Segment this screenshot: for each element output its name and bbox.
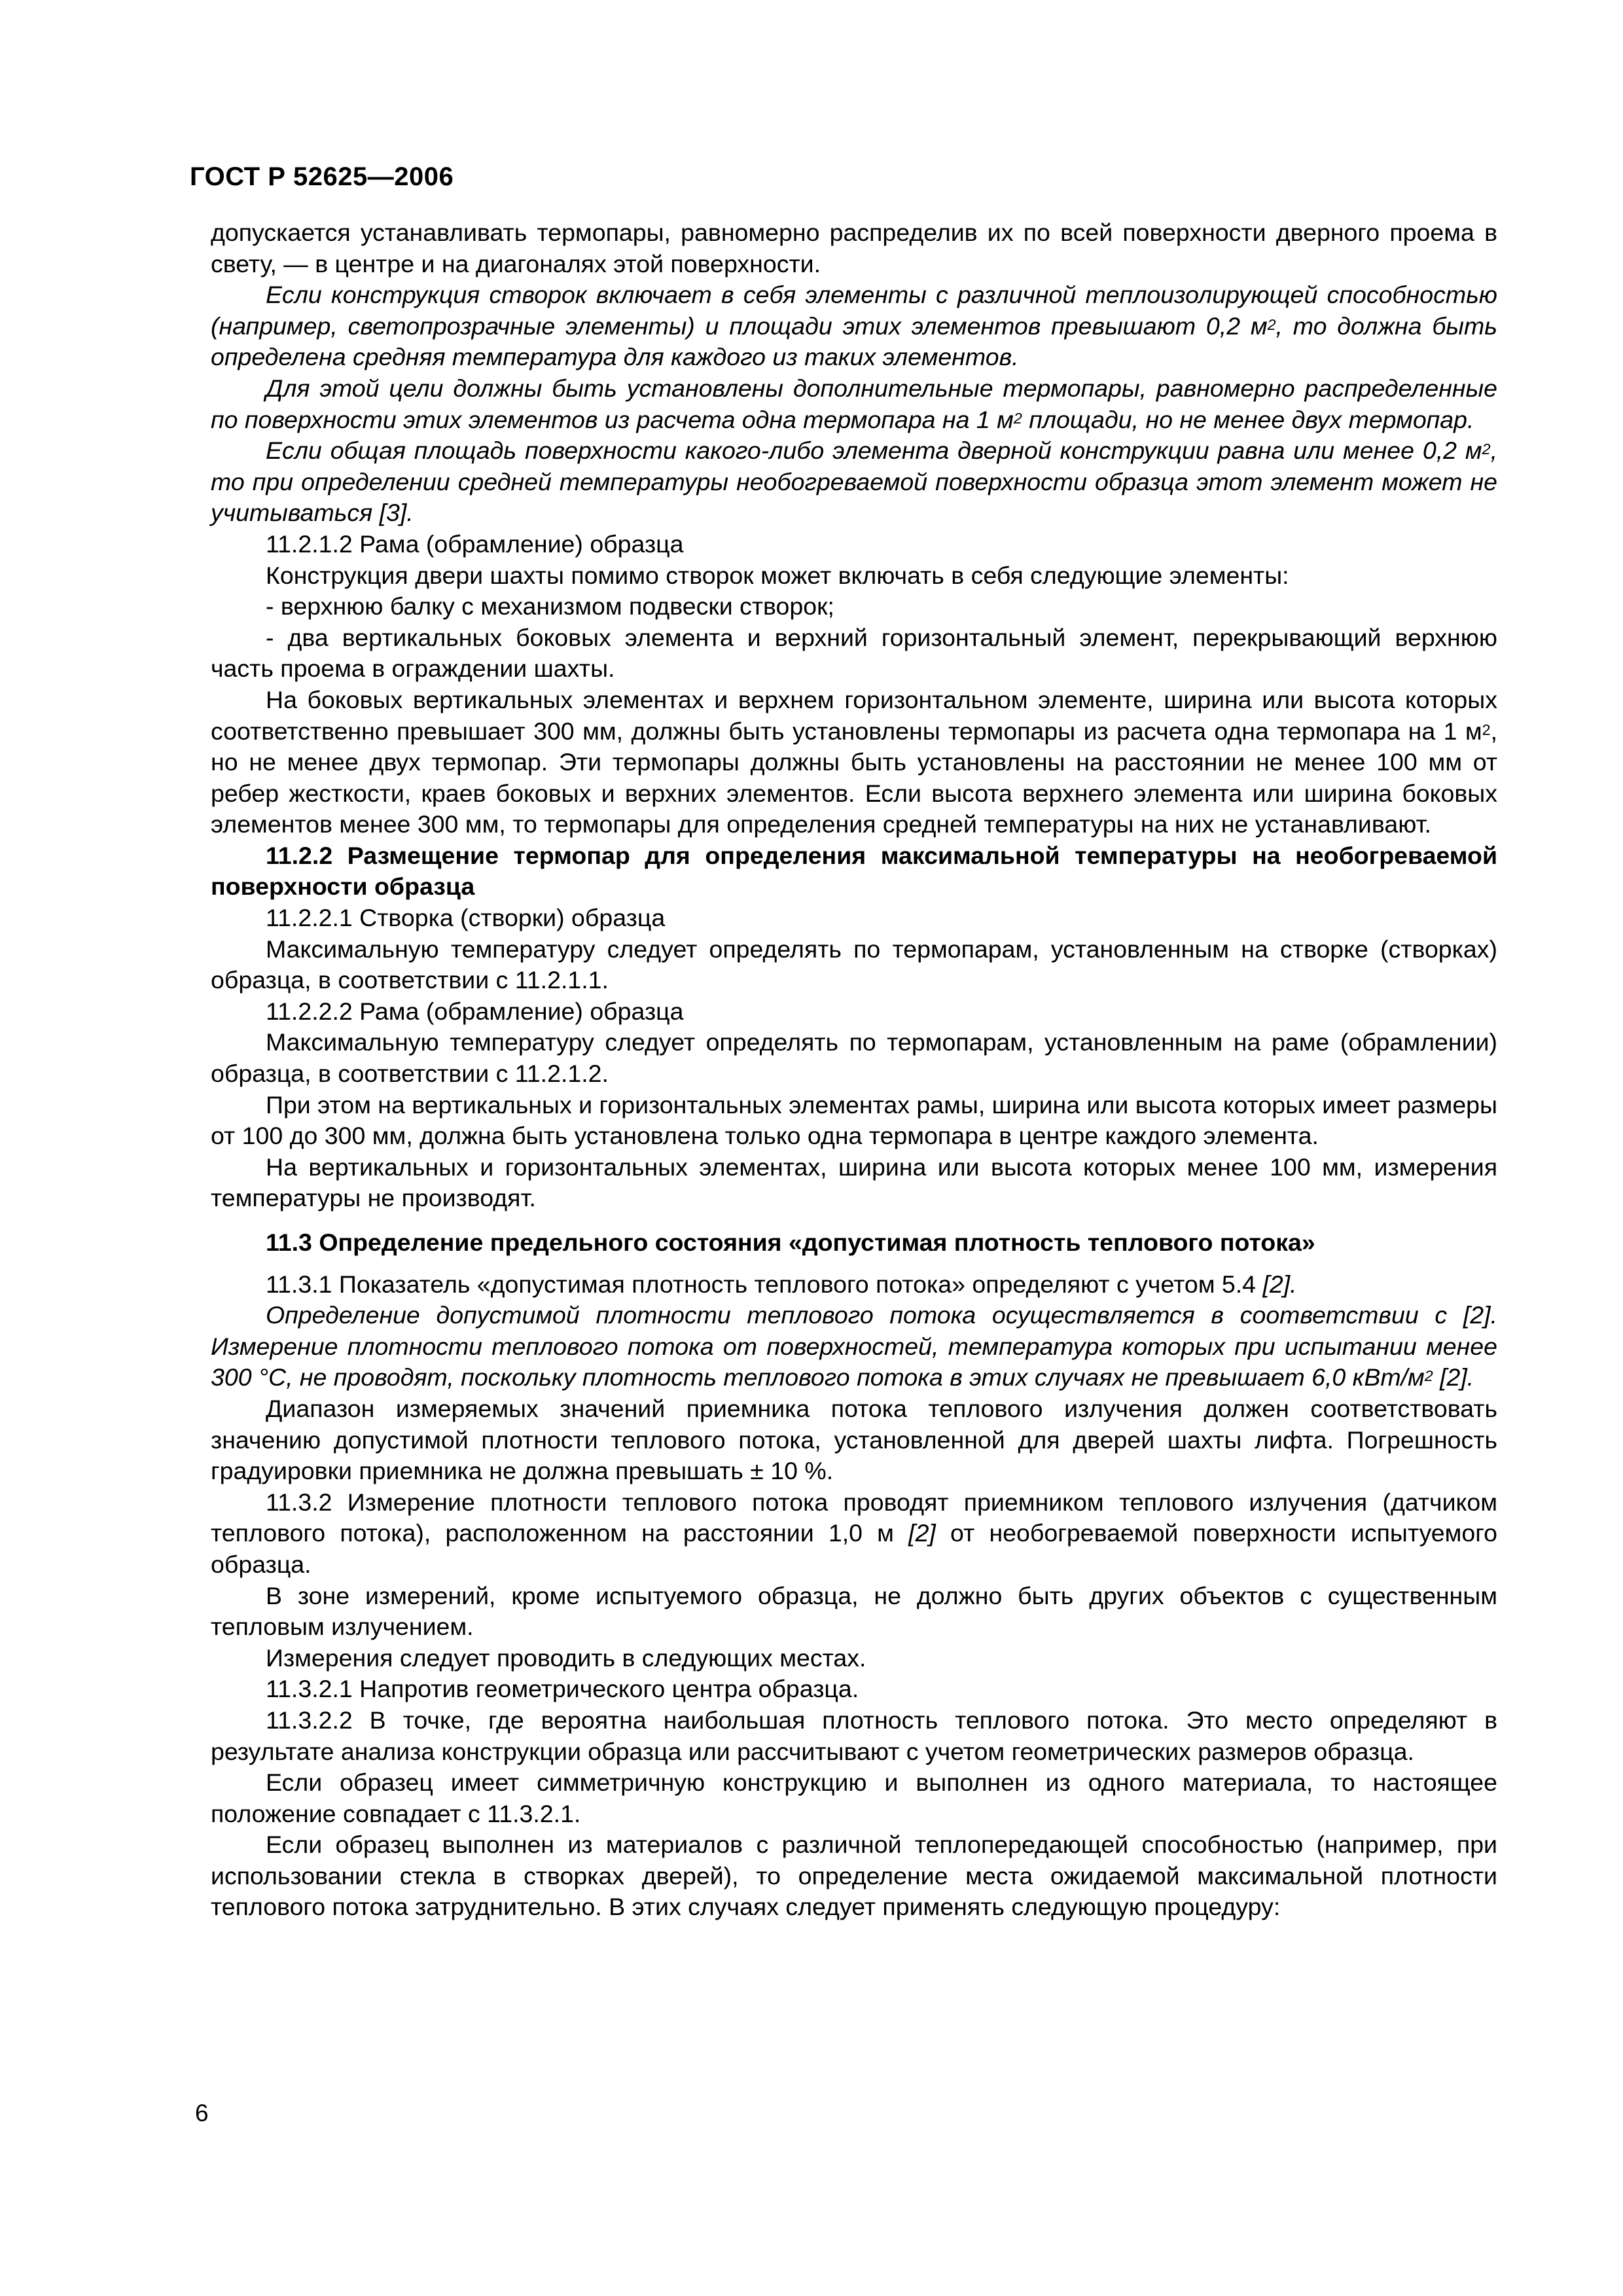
paragraph-text: На боковых вертикальных элементах и верхнем горизонтальном элементе, ширина или высота которых соответственно превышает 300 мм, должны быть установлены термопары из расчета одна термопара на 1 м (211, 685, 1497, 745)
paragraph (211, 1269, 1497, 1300)
paragraph: Максимальную температуру следует определять по термопарам, установленным на створке (створках) образца, в соответствии с 11.2.1.1. (211, 935, 1497, 994)
list-item: - верхнюю балку с механизмом подвески створок; (266, 592, 834, 620)
paragraph-text: площади, но не менее двух термопар. (1022, 405, 1474, 433)
paragraph: Максимальную температуру следует определять по термопарам, установленным на раме (обрамлении) образца, в соответствии с 11.2.1.2. (211, 1028, 1497, 1088)
paragraph: Измерения следует проводить в следующих местах. (266, 1643, 866, 1672)
reference: [2]. (1262, 1270, 1297, 1298)
clause-heading: 11.2.2.2 Рама (обрамление) образца (266, 997, 684, 1025)
paragraph-text: , но не менее двух термопар. Эти термопары должны быть установлены на расстоянии не менее 100 мм от ребер жесткости, краев боковых и верхних элементов. Если высота верхнего элемента или ширина боковых элементов менее 300 мм, то термопары для определения средней температуры на них не устанавливают. (211, 717, 1497, 838)
paragraph-text: Если конструкция створок включает в себя элементы с различной теплоизолирующей способностью (например, светопрозрачные элементы) и площади этих элементов превышают 0,2 м (211, 281, 1497, 340)
paragraph-text: 11.3.1 Показатель «допустимая плотность теплового потока» определяют с учетом 5.4 (266, 1270, 1263, 1298)
superscript: 2 (1482, 440, 1491, 458)
paragraph-text: [2]. (1433, 1363, 1474, 1391)
paragraph: На вертикальных и горизонтальных элементах, ширина или высота которых менее 100 мм, измерения температуры не производят. (211, 1153, 1497, 1212)
paragraph: Если образец имеет симметричную конструкцию и выполнен из одного материала, то настоящее положение совпадает с 11.3.2.1. (211, 1768, 1497, 1827)
superscript: 2 (1424, 1367, 1433, 1385)
paragraph-text: 11.3.2 Измерение плотности теплового потока проводят приемником теплового излучения (датчиком теплового потока), расположенном на расстоянии 1,0 м (211, 1488, 1497, 1547)
paragraph: Если образец выполнен из материалов с различной теплопередающей способностью (например, при использовании стекла в створках дверей), то определение места ожидаемой максимальной плотности теплового потока затруднительно. В этих случаях следует применять следующую процедуру: (211, 1831, 1497, 1921)
superscript: 2 (1482, 721, 1491, 738)
clause-heading: 11.2.2.1 Створка (створки) образца (266, 904, 666, 932)
paragraph-text: Если общая площадь поверхности какого-либо элемента дверной конструкции равна или менее 0,2 м (266, 437, 1482, 465)
paragraph: Диапазон измеряемых значений приемника потока теплового излучения должен соответствовать значению допустимой плотности теплового потока, установленной для дверей шахты лифта. Погрешность градуировки приемника не должна превышать ± 10 %. (211, 1394, 1497, 1485)
paragraph: 11.3.2.2 В точке, где вероятна наибольшая плотность теплового потока. Это место определяют в результате анализа конструкции образца или рассчитывают с учетом геометрических размеров образца. (211, 1706, 1497, 1765)
document-header: ГОСТ Р 52625—2006 (190, 162, 454, 191)
paragraph-text: , то должна быть определена средняя температура для каждого из таких элементов. (211, 312, 1497, 371)
list-item: - два вертикальных боковых элемента и верхний горизонтальный элемент, перекрывающий верхнюю часть проема в ограждении шахты. (211, 623, 1497, 683)
superscript: 2 (1013, 409, 1022, 427)
paragraph: В зоне измерений, кроме испытуемого образца, не должно быть других объектов с существенным тепловым излучением. (211, 1581, 1497, 1641)
paragraph-text: Определение допустимой плотности теплового потока осуществляется в соответствии с [2]. Измерение плотности теплового потока от поверхностей, температура которых при испытании менее 300 °С, не проводят, поскольку плотность теплового потока в этих случаях не превышает 6,0 кВт/м (211, 1301, 1497, 1391)
paragraph (211, 1300, 1497, 1393)
paragraph-text: Для этой цели должны быть установлены дополнительные термопары, равномерно распределенные по поверхности этих элементов из расчета одна термопара на 1 м (211, 374, 1497, 433)
paragraph: допускается устанавливать термопары, равномерно распределив их по всей поверхности дверного проема в свету, — в центре и на диагоналях этой поверхности. (211, 219, 1497, 278)
paragraph (211, 435, 1497, 529)
paragraph (211, 1487, 1497, 1581)
paragraph-text: , то при определении средней температуры необогреваемой поверхности образца этот элемент может не учитываться [3]. (211, 437, 1497, 527)
paragraph (211, 373, 1497, 435)
superscript: 2 (1267, 315, 1276, 333)
reference: [2] (908, 1519, 936, 1547)
paragraph: 11.3.2.1 Напротив геометрического центра образца. (266, 1675, 859, 1703)
paragraph: При этом на вертикальных и горизонтальных элементах рамы, ширина или высота которых имеет размеры от 100 до 300 мм, должна быть установлена только одна термопара в центре каждого элемента. (211, 1090, 1497, 1150)
section-heading: 11.3 Определение предельного состояния «допустимая плотность теплового потока» (266, 1229, 1315, 1256)
paragraph: Конструкция двери шахты помимо створок может включать в себя следующие элементы: (266, 561, 1289, 589)
paragraph (211, 279, 1497, 373)
page-body (211, 217, 1497, 1923)
paragraph-text: от необогреваемой поверхности испытуемого образца. (211, 1519, 1497, 1578)
page-number: 6 (195, 2100, 209, 2126)
section-heading: 11.2.2 Размещение термопар для определения максимальной температуры на необогреваемой поверхности образца (211, 841, 1497, 901)
clause-heading: 11.2.1.2 Рама (обрамление) образца (266, 529, 684, 558)
paragraph (211, 685, 1497, 840)
